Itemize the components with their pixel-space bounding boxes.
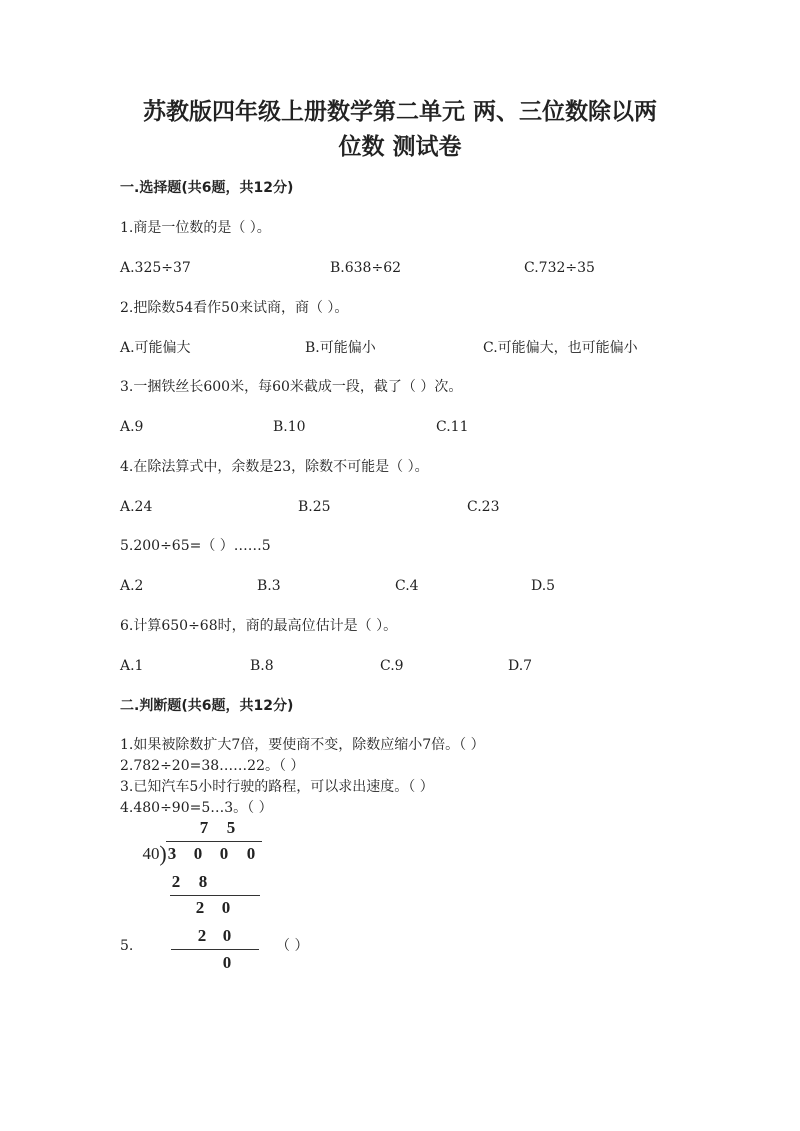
answer-option: A.可能偏大 bbox=[120, 340, 191, 356]
answer-option: B.638÷62 bbox=[330, 260, 402, 276]
final-remainder: 0 bbox=[222, 953, 232, 972]
question-text: 5.200÷65=（ ）……5 bbox=[120, 538, 271, 554]
answer-option: A.2 bbox=[120, 578, 144, 594]
question-text: 3.一捆铁丝长600米，每60米截成一段，截了（ ）次。 bbox=[120, 379, 463, 395]
step-digit: 2 bbox=[171, 872, 181, 891]
subtraction-line bbox=[170, 895, 260, 896]
answer-option: B.可能偏小 bbox=[305, 340, 376, 356]
judgment-item: 4.480÷90=5…3。（ ） bbox=[120, 800, 273, 816]
question-text: 1.商是一位数的是（ ）。 bbox=[120, 220, 271, 236]
answer-option: B.8 bbox=[250, 658, 274, 674]
answer-option: C.9 bbox=[380, 658, 404, 674]
page-title-line2: 位数 测试卷 bbox=[338, 134, 462, 160]
division-bracket: ) bbox=[159, 841, 167, 866]
dividend-digit: 0 bbox=[246, 844, 256, 863]
dividend-digit: 0 bbox=[193, 844, 203, 863]
answer-option: A.24 bbox=[120, 499, 153, 515]
answer-option: C.4 bbox=[395, 578, 419, 594]
section1-heading: 一.选择题(共6题，共12分) bbox=[120, 180, 294, 196]
answer-option: C.732÷35 bbox=[524, 260, 595, 276]
subtraction-line bbox=[171, 949, 259, 950]
division-bracket-line bbox=[166, 841, 262, 842]
judgment-item-5-number: 5. bbox=[120, 938, 134, 954]
answer-option: A.1 bbox=[120, 658, 144, 674]
answer-option: A.9 bbox=[120, 419, 144, 435]
answer-option: D.7 bbox=[508, 658, 533, 674]
answer-option: D.5 bbox=[531, 578, 556, 594]
dividend-digit: 0 bbox=[219, 844, 229, 863]
question-text: 6.计算650÷68时，商的最高位估计是（ ）。 bbox=[120, 618, 398, 634]
question-text: 2.把除数54看作50来试商，商（ ）。 bbox=[120, 300, 349, 316]
answer-option: B.10 bbox=[273, 419, 306, 435]
step-digit: 8 bbox=[198, 872, 208, 891]
answer-option: C.11 bbox=[436, 419, 469, 435]
answer-option: B.25 bbox=[298, 499, 331, 515]
answer-option: C.可能偏大，也可能偏小 bbox=[483, 340, 638, 356]
step-digit: 2 bbox=[197, 926, 207, 945]
answer-blank: （ ） bbox=[276, 938, 309, 954]
judgment-item: 2.782÷20=38……22。（ ） bbox=[120, 758, 305, 774]
judgment-item: 1.如果被除数扩大7倍，要使商不变，除数应缩小7倍。（ ） bbox=[120, 737, 485, 753]
page-title-line1: 苏教版四年级上册数学第二单元 两、三位数除以两 bbox=[142, 99, 657, 125]
question-text: 4.在除法算式中，余数是23，除数不可能是（ ）。 bbox=[120, 459, 429, 475]
quotient-digit: 7 bbox=[199, 818, 209, 837]
answer-option: A.325÷37 bbox=[120, 260, 191, 276]
section2-heading: 二.判断题(共6题，共12分) bbox=[120, 698, 294, 714]
step-digit: 0 bbox=[222, 926, 232, 945]
dividend-digit: 3 bbox=[167, 844, 177, 863]
remainder-digit: 0 bbox=[221, 898, 231, 917]
divisor: 40 bbox=[142, 844, 160, 863]
quotient-digit: 5 bbox=[226, 818, 236, 837]
answer-option: C.23 bbox=[467, 499, 500, 515]
answer-option: B.3 bbox=[257, 578, 281, 594]
judgment-item: 3.已知汽车5小时行驶的路程，可以求出速度。（ ） bbox=[120, 779, 434, 795]
remainder-digit: 2 bbox=[195, 898, 205, 917]
